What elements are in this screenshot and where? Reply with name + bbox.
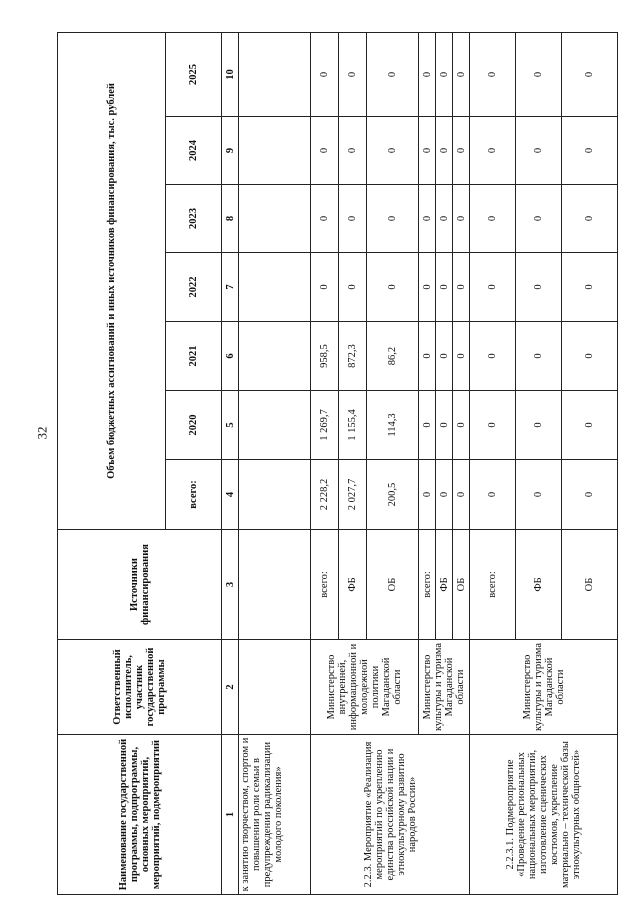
- financing-table: [57, 32, 618, 895]
- value-cell: 0: [470, 322, 516, 391]
- column-index: 8: [222, 185, 239, 253]
- source-cell: всего:: [470, 530, 516, 640]
- value-cell: 0: [516, 185, 562, 253]
- source-cell: ОБ: [562, 530, 618, 640]
- header-year: 2020: [166, 391, 222, 460]
- value-cell: 0: [311, 117, 339, 185]
- column-index: 1: [222, 735, 239, 895]
- value-cell: 0: [453, 322, 470, 391]
- column-index-row: [222, 32, 239, 894]
- value-cell: 0: [419, 185, 436, 253]
- continuation-text: к занятию творчеством, спортом и повышении роли семьи в предупреждении радикализации молодого поколения»: [239, 735, 311, 895]
- header-year: 2023: [166, 185, 222, 253]
- header-source: Источники финансирования: [58, 530, 222, 640]
- value-cell: 0: [470, 32, 516, 116]
- column-index: 3: [222, 530, 239, 640]
- header-executor: Ответственный исполнитель, участник государственной программы: [58, 640, 222, 735]
- value-cell: 0: [562, 117, 618, 185]
- source-cell: ОБ: [367, 530, 419, 640]
- header-year: 2024: [166, 117, 222, 185]
- source-cell: всего:: [311, 530, 339, 640]
- measure-223-executor-2: Министерство культуры и туризма Магаданской области: [419, 640, 470, 735]
- value-cell: 0: [516, 32, 562, 116]
- column-index: 5: [222, 391, 239, 460]
- column-index: 6: [222, 322, 239, 391]
- value-cell: 114,3: [367, 391, 419, 460]
- value-cell: 2 027,7: [339, 460, 367, 530]
- column-index: 4: [222, 460, 239, 530]
- measure-223-name: 2.2.3. Мероприятие «Реализация мероприятий по укреплению единства российской нации и этнокультурному развитию народов России»: [311, 735, 470, 895]
- value-cell: 0: [516, 117, 562, 185]
- value-cell: 0: [562, 32, 618, 116]
- submeasure-2231-executor: Министерство культуры и туризма Магаданской области: [470, 640, 618, 735]
- value-cell: 0: [453, 185, 470, 253]
- value-cell: 0: [562, 253, 618, 322]
- value-cell: 0: [436, 185, 453, 253]
- value-cell: 958,5: [311, 322, 339, 391]
- value-cell: 0: [311, 185, 339, 253]
- value-cell: 0: [516, 253, 562, 322]
- value-cell: 0: [516, 322, 562, 391]
- source-cell: ФБ: [339, 530, 367, 640]
- value-cell: 0: [367, 32, 419, 116]
- column-index: 2: [222, 640, 239, 735]
- header-year: 2021: [166, 322, 222, 391]
- value-cell: 1 269,7: [311, 391, 339, 460]
- value-cell: 0: [516, 391, 562, 460]
- source-cell: всего:: [419, 530, 436, 640]
- header-row: [58, 32, 166, 894]
- value-cell: 0: [339, 185, 367, 253]
- value-cell: 0: [562, 185, 618, 253]
- value-cell: 0: [562, 391, 618, 460]
- value-cell: 0: [367, 117, 419, 185]
- rotated-page-content: [57, 33, 611, 895]
- value-cell: 0: [339, 117, 367, 185]
- source-cell: ФБ: [516, 530, 562, 640]
- column-index: 9: [222, 117, 239, 185]
- value-cell: 1 155,4: [339, 391, 367, 460]
- table-row: [311, 32, 339, 894]
- value-cell: 0: [470, 117, 516, 185]
- value-cell: 0: [436, 460, 453, 530]
- value-cell: 0: [436, 253, 453, 322]
- source-cell: ОБ: [453, 530, 470, 640]
- value-cell: 0: [436, 322, 453, 391]
- source-cell: ФБ: [436, 530, 453, 640]
- header-year: 2022: [166, 253, 222, 322]
- continuation-row: [239, 32, 311, 894]
- value-cell: 0: [339, 253, 367, 322]
- value-cell: 0: [419, 117, 436, 185]
- value-cell: 0: [436, 117, 453, 185]
- value-cell: 0: [453, 460, 470, 530]
- value-cell: 0: [419, 460, 436, 530]
- value-cell: 0: [367, 185, 419, 253]
- value-cell: 0: [436, 32, 453, 116]
- value-cell: 0: [470, 391, 516, 460]
- header-year: 2025: [166, 32, 222, 116]
- value-cell: 0: [367, 253, 419, 322]
- value-cell: 2 228,2: [311, 460, 339, 530]
- value-cell: 0: [453, 32, 470, 116]
- value-cell: 200,5: [367, 460, 419, 530]
- value-cell: 0: [419, 253, 436, 322]
- value-cell: 872,3: [339, 322, 367, 391]
- value-cell: 0: [419, 322, 436, 391]
- value-cell: 0: [470, 253, 516, 322]
- header-volume: Объем бюджетных ассигнований и иных источников финансирования, тыс. рублей: [58, 32, 166, 529]
- value-cell: 0: [419, 391, 436, 460]
- value-cell: 86,2: [367, 322, 419, 391]
- value-cell: 0: [516, 460, 562, 530]
- column-index: 7: [222, 253, 239, 322]
- measure-223-executor-1: Министерство внутренней, информационной и молодежной политики Магаданской области: [311, 640, 419, 735]
- value-cell: 0: [311, 253, 339, 322]
- value-cell: 0: [339, 32, 367, 116]
- value-cell: 0: [311, 32, 339, 116]
- column-index: 10: [222, 32, 239, 116]
- page-number: 32: [34, 426, 50, 440]
- table-row: [470, 32, 516, 894]
- value-cell: 0: [419, 32, 436, 116]
- value-cell: 0: [470, 185, 516, 253]
- header-name: Наименование государственной программы, подпрограммы, основных мероприятий, мероприятий, подмероприятий: [58, 735, 222, 895]
- submeasure-2231-name: 2.2.3.1. Подмероприятие «Проведение региональных национальных мероприятий, изготовление сценических костюмов, укрепление материально – технической базы этнокультурных общностей»: [470, 735, 618, 895]
- value-cell: 0: [453, 391, 470, 460]
- value-cell: 0: [436, 391, 453, 460]
- value-cell: 0: [562, 460, 618, 530]
- value-cell: 0: [562, 322, 618, 391]
- value-cell: 0: [453, 253, 470, 322]
- header-total: всего:: [166, 460, 222, 530]
- value-cell: 0: [453, 117, 470, 185]
- value-cell: 0: [470, 460, 516, 530]
